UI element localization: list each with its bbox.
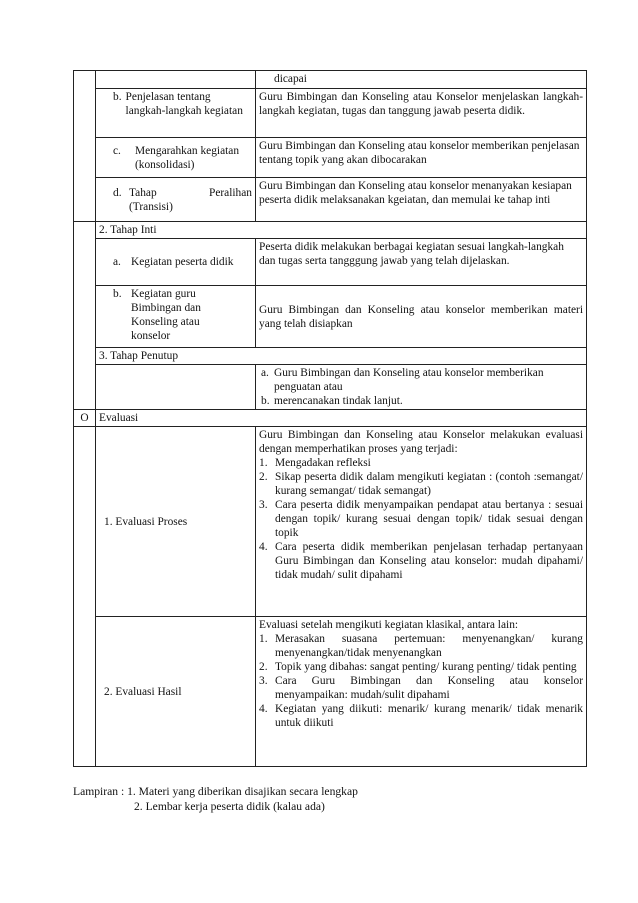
list-item: Guru Bimbingan dan Konseling atau konselor memberikan penguatan atau — [274, 367, 544, 393]
step-label — [96, 89, 256, 138]
step-label-text: Mengarahkan kegiatan (konsolidasi) — [135, 144, 240, 171]
step-description: Guru Bimbingan dan Konseling atau konselor memberikan materi yang telah disiapkan — [256, 286, 587, 348]
evaluasi-label: 2. Evaluasi Hasil — [96, 617, 256, 767]
rpl-table — [73, 70, 587, 767]
evaluasi-list — [259, 632, 583, 730]
table-row — [74, 239, 587, 286]
step-description: Guru Bimbingan dan Konseling atau konselor memberikan penjelasan tentang topik yang akan dibocarakan — [256, 138, 587, 178]
cell-text: dicapai — [256, 71, 587, 89]
step-prefix: a. — [113, 256, 121, 268]
table-row — [74, 365, 587, 410]
step-label — [96, 286, 256, 348]
list-item: 4. Kegiatan yang diikuti: menarik/ kurang menarik/ tidak menarik untuk diikuti — [259, 703, 583, 729]
step-label-text: Kegiatan guru Bimbingan dan Konseling atau konselor — [131, 288, 201, 342]
evaluasi-intro: Evaluasi setelah mengikuti kegiatan klasikal, antara lain: — [259, 619, 519, 631]
step-label-text: (Transisi) — [129, 200, 173, 213]
cell-empty — [96, 71, 256, 89]
evaluasi-intro: Guru Bimbingan dan Konseling atau Konselor melakukan evaluasi dengan memperhatikan proses yang terjadi: — [259, 429, 583, 455]
table-row — [74, 286, 587, 348]
step-label-text: Peralihan — [208, 186, 252, 199]
section-code: O — [74, 410, 96, 427]
table-row — [74, 89, 587, 138]
list-marker: b. — [261, 395, 270, 407]
penutup-list — [256, 365, 587, 410]
table-row — [74, 410, 587, 427]
step-description: Peserta didik melakukan berbagai kegiatan sesuai langkah-langkah dan tugas serta tangggung jawab yang telah dijelaskan. — [256, 239, 587, 286]
list-item: merencanakan tindak lanjut. — [274, 395, 403, 407]
step-prefix: c. — [113, 144, 121, 157]
step-description: Guru Bimbingan dan Konseling atau konselor menanyakan kesiapan peserta didik melaksanakan kgeiatan, dan memulai ke tahap inti — [256, 178, 587, 222]
section-heading: Evaluasi — [96, 410, 587, 427]
table-row — [74, 138, 587, 178]
table-row — [74, 71, 587, 89]
step-label-text: Kegiatan peserta didik — [131, 256, 234, 268]
step-label — [96, 138, 256, 178]
table-row — [74, 178, 587, 222]
evaluasi-label: 1. Evaluasi Proses — [96, 427, 256, 617]
step-prefix: d. — [113, 186, 122, 199]
list-marker: a. — [261, 367, 269, 379]
step-description: Guru Bimbingan dan Konseling atau Konselor menjelaskan langkah-langkah kegiatan, tugas dan tanggung jawab peserta didik. — [256, 89, 587, 138]
table-row — [74, 617, 587, 767]
step-prefix: b. — [113, 91, 122, 103]
list-item: 2. Topik yang dibahas: sangat penting/ kurang penting/ tidak penting — [259, 661, 577, 673]
lampiran — [73, 784, 358, 814]
step-label-text: Penjelasan tentang langkah-langkah kegiatan — [125, 91, 243, 117]
lampiran-line: 2. Lembar kerja peserta didik (kalau ada) — [134, 800, 325, 813]
evaluasi-list — [259, 456, 583, 582]
step-label — [96, 239, 256, 286]
list-item: 3. Cara Guru Bimbingan dan Konseling atau konselor menyampaikan: mudah/sulit dipahami — [259, 675, 583, 701]
list-item: 1. Mengadakan refleksi — [259, 457, 371, 469]
cell-empty — [96, 365, 256, 410]
evaluasi-proses-content — [256, 427, 587, 617]
cell-empty — [74, 427, 96, 767]
list-item: 1. Merasakan suasana pertemuan: menyenangkan/ kurang menyenangkan/tidak menyenangkan — [259, 633, 583, 659]
section-heading: 2. Tahap Inti — [96, 222, 587, 239]
evaluasi-hasil-content — [256, 617, 587, 767]
table-row — [74, 222, 587, 239]
table-row — [74, 348, 587, 365]
list-item: 4. Cara peserta didik memberikan penjelasan terhadap pertanyaan Guru Bimbingan dan Konseling atau konselor: mudah dipahami/ tidak mudah/ sulit dipahami — [259, 541, 583, 581]
list-item: 3. Cara peserta didik menyampaikan pendapat atau bertanya : sesuai dengan topik/ kurang sesuai dengan topik/ tidak sesuai dengan topik — [259, 499, 583, 539]
cell-empty — [74, 222, 96, 410]
list-item: 2. Sikap peserta didik dalam mengikuti kegiatan : (contoh :semangat/ kurang semangat/ tidak semangat) — [259, 471, 583, 497]
lampiran-line: Lampiran : 1. Materi yang diberikan disajikan secara lengkap — [73, 785, 358, 798]
step-label — [96, 178, 256, 222]
table-row — [74, 427, 587, 617]
section-heading: 3. Tahap Penutup — [96, 348, 587, 365]
cell-empty — [74, 71, 96, 222]
step-label-text: Tahap — [129, 186, 157, 199]
step-prefix: b. — [113, 288, 122, 300]
